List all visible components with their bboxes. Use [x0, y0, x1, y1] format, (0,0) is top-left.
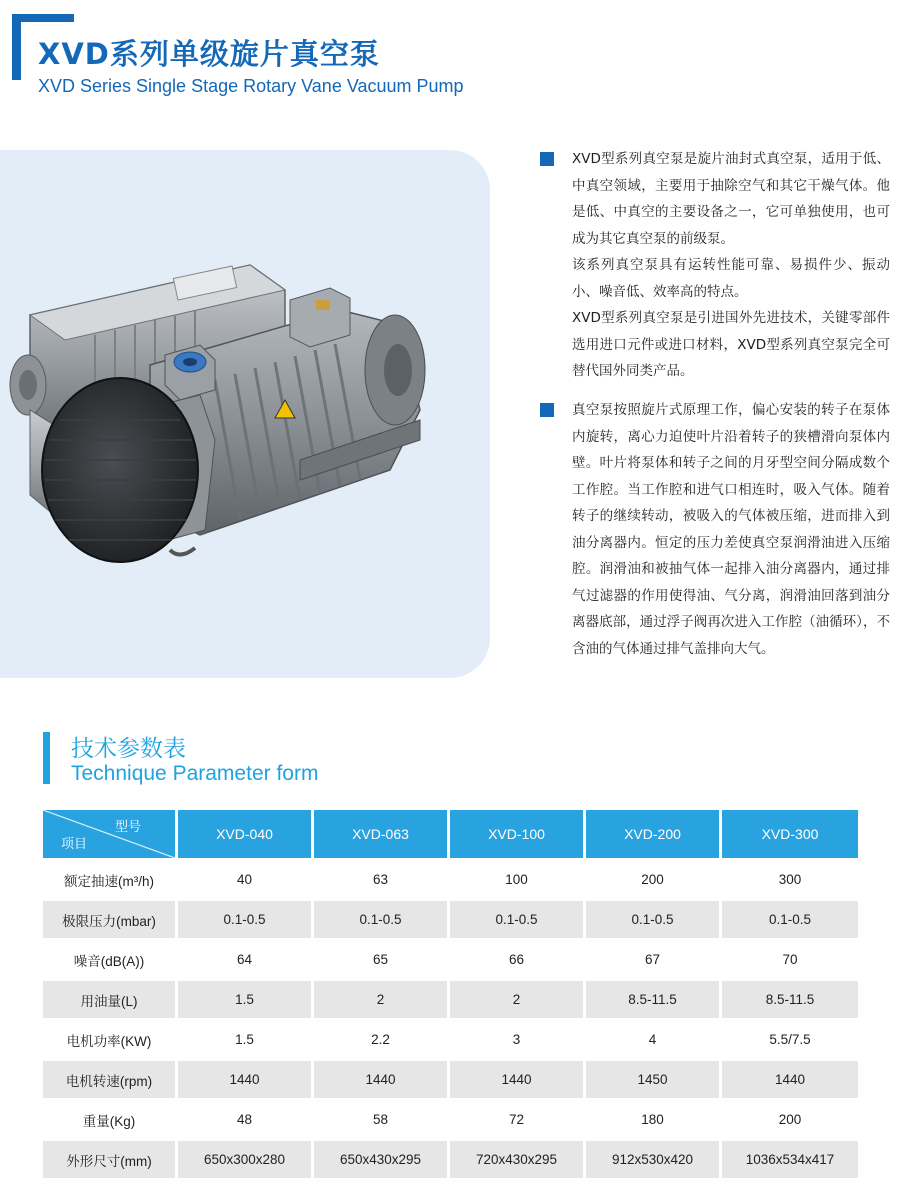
description-block-2	[540, 397, 890, 662]
header-bracket-vertical	[12, 14, 21, 80]
table-cell: 67	[586, 938, 722, 978]
table-row	[43, 858, 858, 898]
row-label: 重量(Kg)	[43, 1098, 178, 1138]
column-header-model: XVD-100	[450, 810, 586, 858]
description-paragraph: XVD型系列真空泵是旋片油封式真空泵，适用于低、中真空领域，主要用于抽除空气和其它干燥气体。他是低、中真空的主要设备之一，它可单独使用，也可成为其它真空泵的前级泵。	[572, 151, 890, 247]
header-model-label: 型号	[114, 819, 141, 834]
table-row	[43, 1058, 858, 1098]
table-cell: 2	[314, 978, 450, 1018]
header-bracket-horizontal	[12, 14, 74, 22]
table-cell: 200	[586, 858, 722, 898]
table-corner-header	[43, 810, 178, 858]
table-cell: 720x430x295	[450, 1138, 586, 1178]
parameter-table	[43, 810, 858, 1178]
table-cell: 64	[178, 938, 314, 978]
section-title-bar	[43, 732, 50, 784]
table-cell: 3	[450, 1018, 586, 1058]
table-cell: 1440	[722, 1058, 858, 1098]
row-label: 额定抽速(m³/h)	[43, 858, 178, 898]
table-cell: 63	[314, 858, 450, 898]
row-label: 电机转速(rpm)	[43, 1058, 178, 1098]
table-cell: 0.1-0.5	[314, 898, 450, 938]
description-paragraph: XVD型系列真空泵是引进国外先进技术，关键零部件选用进口元件或进口材料，XVD型系列真空泵完全可替代国外同类产品。	[572, 310, 890, 379]
description-block-1	[540, 146, 890, 385]
table-cell: 0.1-0.5	[450, 898, 586, 938]
column-header-model: XVD-300	[722, 810, 858, 858]
header-item-label: 项目	[61, 836, 88, 851]
row-label: 极限压力(mbar)	[43, 898, 178, 938]
table-cell: 0.1-0.5	[178, 898, 314, 938]
table-cell: 58	[314, 1098, 450, 1138]
table-row	[43, 1018, 858, 1058]
table-row	[43, 1098, 858, 1138]
page-title-en: XVD Series Single Stage Rotary Vane Vacuum Pump	[38, 76, 464, 96]
product-image-panel	[0, 150, 490, 678]
column-header-model: XVD-063	[314, 810, 450, 858]
table-cell: 650x300x280	[178, 1138, 314, 1178]
table-row	[43, 898, 858, 938]
table-header-row	[43, 810, 858, 858]
table-row	[43, 938, 858, 978]
table-cell: 1440	[314, 1058, 450, 1098]
table-cell: 40	[178, 858, 314, 898]
table-cell: 180	[586, 1098, 722, 1138]
table-cell: 1036x534x417	[722, 1138, 858, 1178]
table-row	[43, 1138, 858, 1178]
column-header-model: XVD-040	[178, 810, 314, 858]
table-cell: 1440	[450, 1058, 586, 1098]
table-cell: 2.2	[314, 1018, 450, 1058]
rotary-vane-vacuum-pump-photo	[0, 150, 490, 678]
row-label: 外形尺寸(mm)	[43, 1138, 178, 1178]
table-cell: 1450	[586, 1058, 722, 1098]
row-label: 噪音(dB(A))	[43, 938, 178, 978]
description-paragraph: 真空泵按照旋片式原理工作，偏心安装的转子在泵体内旋转，离心力迫使叶片沿着转子的狭槽滑向泵体内壁。叶片将泵体和转子之间的月牙型空间分隔成数个工作腔。当工作腔和进气口相连时，吸入气体。随着转子的继续转动，被吸入的气体被压缩，进而排入到油分离器内。恒定的压力差使真空泵润滑油进入压缩腔。润滑油和被抽气体一起排入油分离器内，通过排气过滤器的作用使得油、气分离，润滑油回落到油分离器底部，通过浮子阀再次进入工作腔（油循环），不含油的气体通过排气盖排向大气。	[572, 402, 890, 657]
row-label: 电机功率(KW)	[43, 1018, 178, 1058]
table-cell: 8.5-11.5	[722, 978, 858, 1018]
column-header-model: XVD-200	[586, 810, 722, 858]
bullet-square-icon	[540, 152, 554, 166]
table-row	[43, 978, 858, 1018]
table-cell: 4	[586, 1018, 722, 1058]
table-cell: 0.1-0.5	[722, 898, 858, 938]
bullet-square-icon	[540, 403, 554, 417]
table-cell: 48	[178, 1098, 314, 1138]
table-cell: 72	[450, 1098, 586, 1138]
table-cell: 1.5	[178, 1018, 314, 1058]
table-cell: 0.1-0.5	[586, 898, 722, 938]
table-cell: 70	[722, 938, 858, 978]
row-label: 用油量(L)	[43, 978, 178, 1018]
table-cell: 1.5	[178, 978, 314, 1018]
table-cell: 2	[450, 978, 586, 1018]
table-cell: 912x530x420	[586, 1138, 722, 1178]
table-cell: 200	[722, 1098, 858, 1138]
table-cell: 650x430x295	[314, 1138, 450, 1178]
table-cell: 1440	[178, 1058, 314, 1098]
section-title-cn: 技术参数表	[71, 736, 186, 762]
table-cell: 65	[314, 938, 450, 978]
section-title-en: Technique Parameter form	[71, 762, 319, 785]
page-title-cn: XVD系列单级旋片真空泵	[38, 37, 380, 71]
table-body	[43, 858, 858, 1178]
table-cell: 66	[450, 938, 586, 978]
table-cell: 8.5-11.5	[586, 978, 722, 1018]
description-paragraph: 该系列真空泵具有运转性能可靠、易损件少、振动小、噪音低、效率高的特点。	[572, 257, 890, 300]
table-cell: 5.5/7.5	[722, 1018, 858, 1058]
table-cell: 100	[450, 858, 586, 898]
table-cell: 300	[722, 858, 858, 898]
